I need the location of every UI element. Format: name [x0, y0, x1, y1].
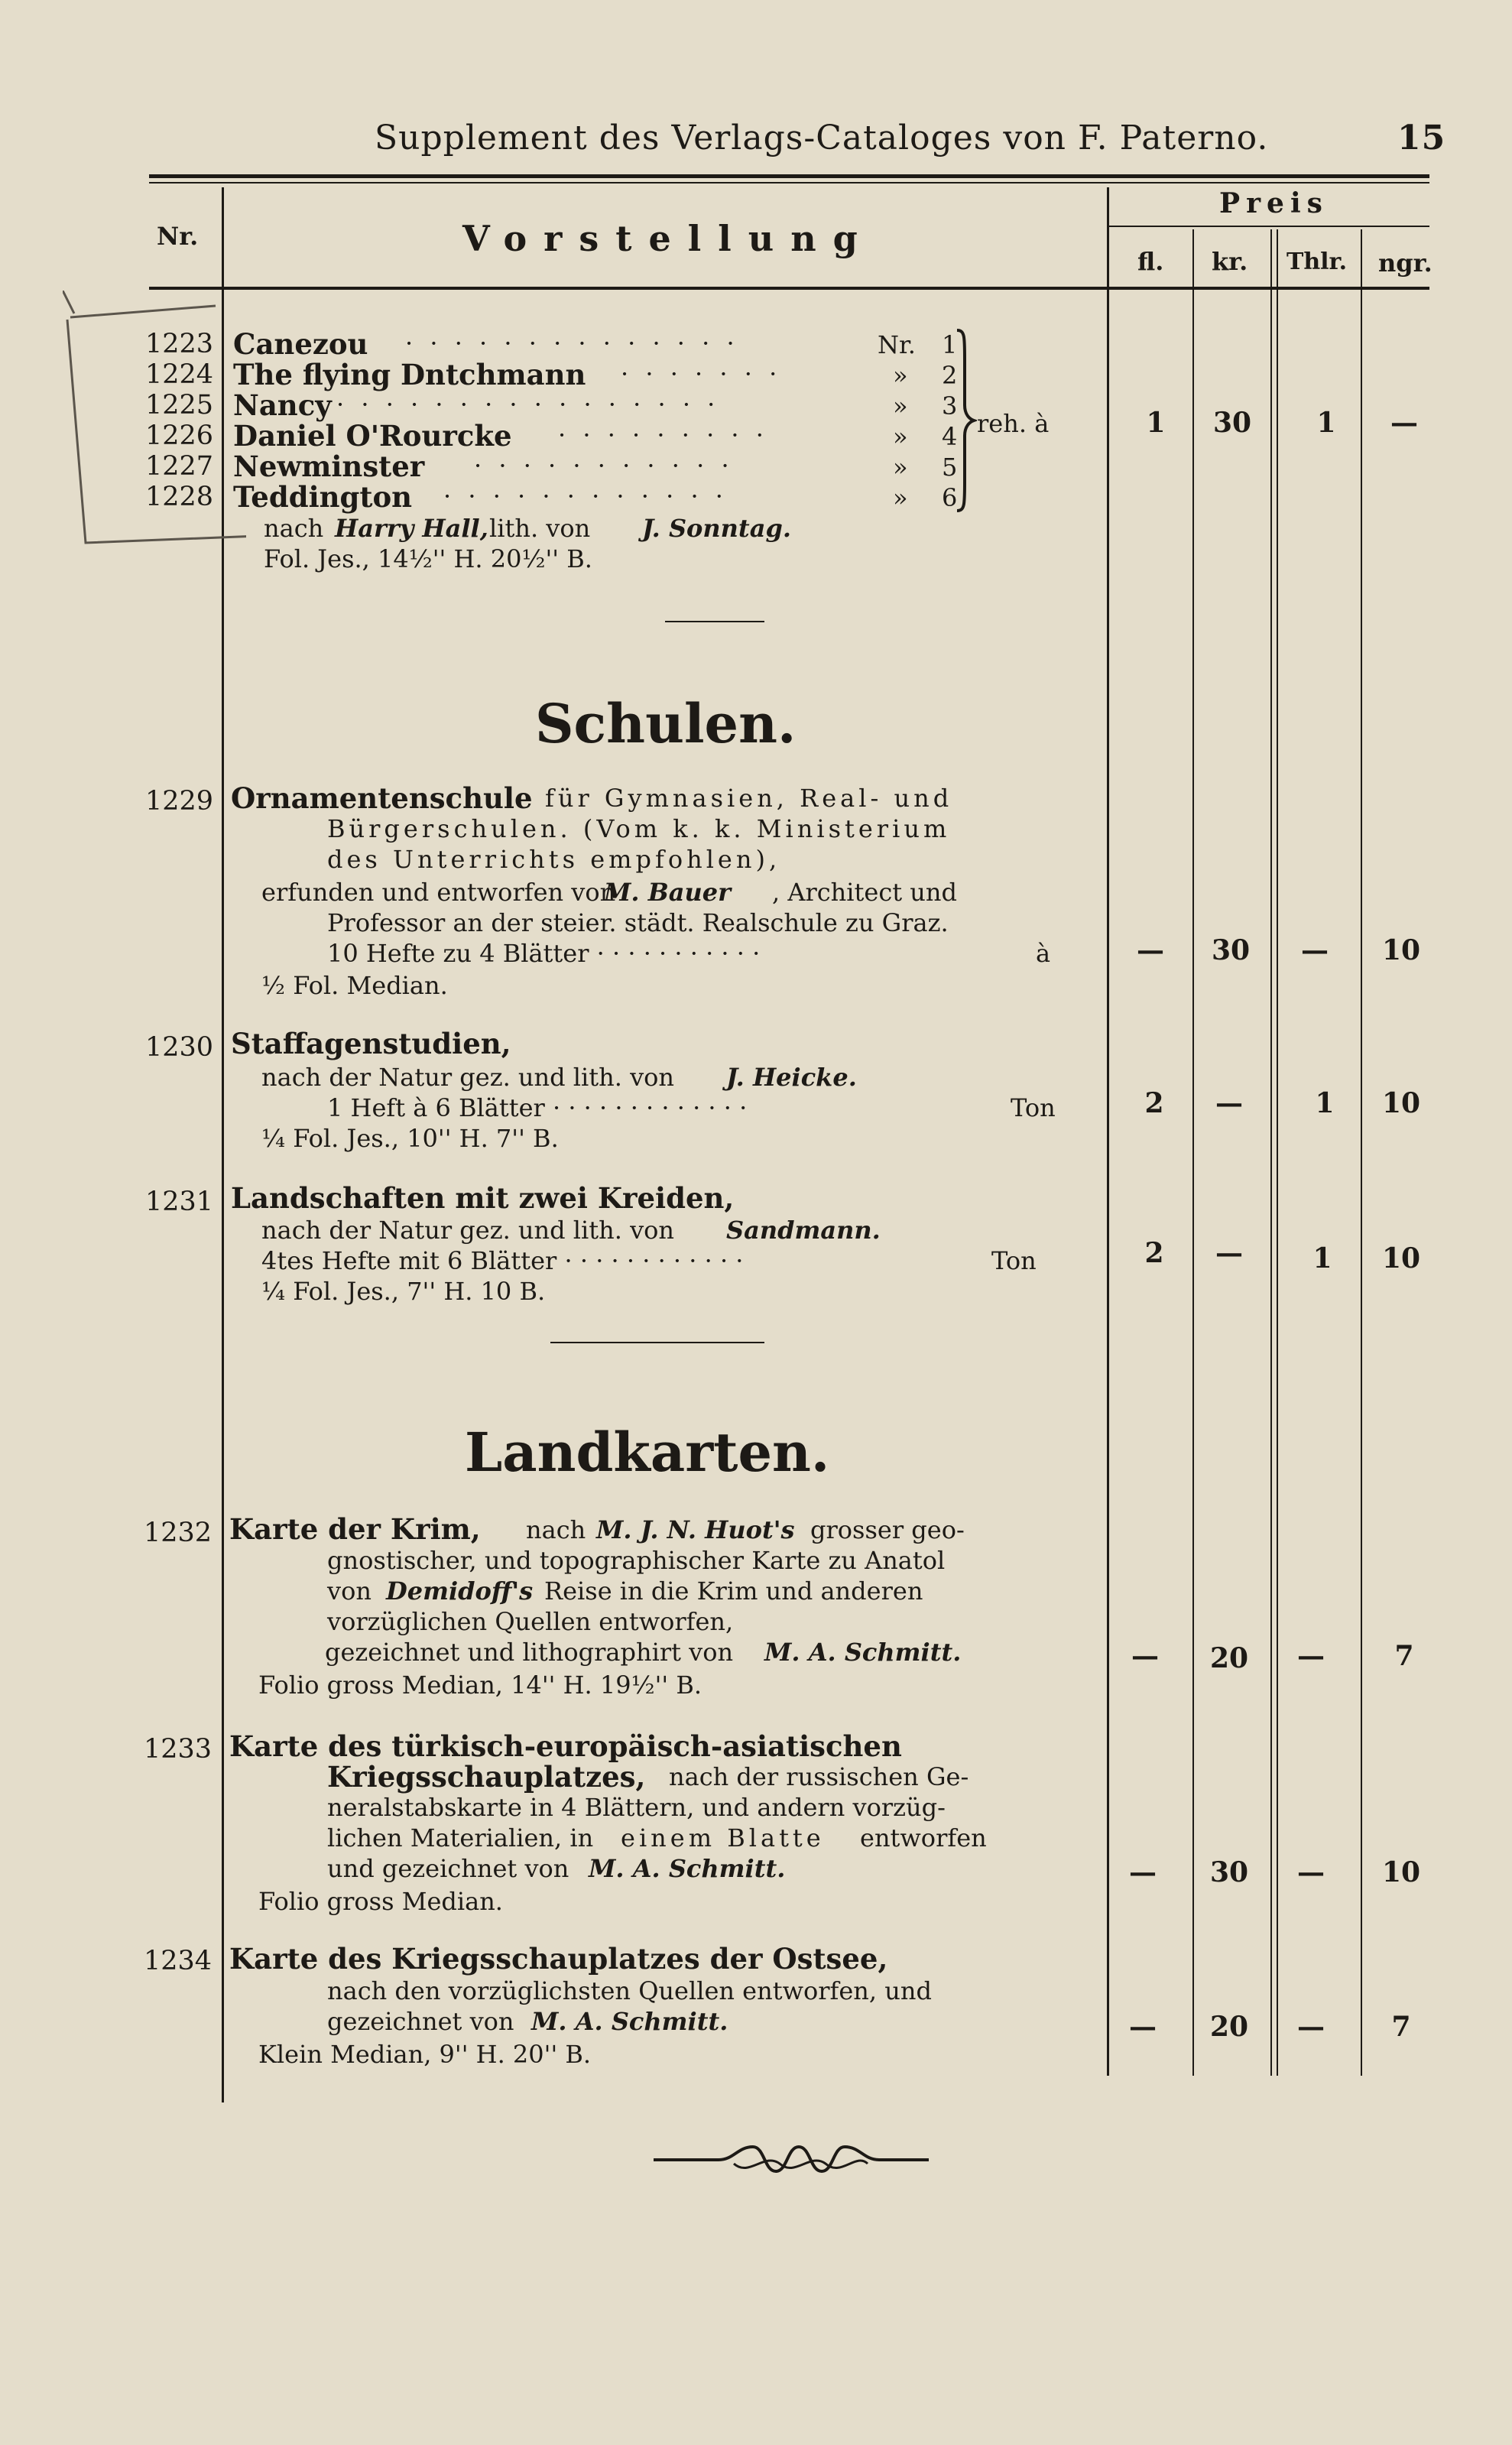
price-ngr: — [1390, 407, 1418, 439]
entry-number: 1224 [145, 359, 214, 390]
entry-number: 1225 [145, 390, 214, 420]
price-ngr: 10 [1381, 1087, 1421, 1119]
price-kr: 30 [1209, 1856, 1249, 1888]
price-thlr: — [1297, 1640, 1325, 1672]
entry-title: The flying Dntchmann [233, 358, 586, 391]
entry-subnumber: 2 [942, 361, 958, 390]
leader-dots: · · · · · · · · · · · [474, 451, 734, 480]
col-head-fl: fl. [1137, 247, 1164, 276]
col-head-vorstellung: Vorstellung [462, 218, 874, 259]
leader-dots: · · · · · · · · · [558, 420, 768, 450]
entry-title: Karte der Krim, [229, 1512, 481, 1546]
entry-subnumber: 6 [942, 483, 958, 512]
price-kr: — [1215, 1087, 1243, 1119]
entry-text: nach der Natur gez. und lith. von [261, 1063, 675, 1092]
entry-title: Canezou [233, 327, 368, 361]
entry-text: erfunden und entworfen von [261, 878, 616, 907]
col-rule-ngr [1361, 229, 1362, 2076]
format-line: ¼ Fol. Jes., 10'' H. 7'' B. [261, 1124, 559, 1153]
entry-text: des Unterrichts empfohlen), [327, 845, 781, 874]
leader-dots: · · · · · · · · · · · · · · [405, 329, 739, 358]
entry-text: nach den vorzüglichsten Quellen entworfen, und [327, 1976, 932, 2005]
entry-mark: » [893, 422, 908, 451]
entry-title: Ornamentenschule [231, 781, 533, 815]
entry-text: nach [526, 1515, 586, 1544]
separator-rule [665, 621, 764, 622]
header-rule-bottom [149, 287, 1429, 290]
entry-subnumber: 5 [942, 453, 958, 482]
col-head-kr: kr. [1212, 247, 1248, 276]
entry-text: einem Blatte [621, 1823, 825, 1852]
entry-text: nach der russischen Ge- [669, 1762, 969, 1791]
entry-number: 1228 [145, 482, 214, 512]
leader-dots: · · · · · · · · · · · · · · · · [336, 390, 720, 419]
price-fl: — [1129, 1856, 1157, 1888]
entry-number: 1234 [144, 1946, 213, 1976]
entry-text: , Architect und [772, 878, 957, 907]
preis-subrule [1107, 226, 1429, 227]
price-thlr: — [1297, 2011, 1325, 2043]
format-line: Fol. Jes., 14½'' H. 20½'' B. [264, 544, 592, 573]
entry-text: gezeichnet und lithographirt von [325, 1638, 734, 1667]
brace [954, 329, 977, 512]
entry-text: Professor an der steier. städt. Realschule zu Graz. [327, 908, 949, 937]
price-kr: 30 [1212, 407, 1252, 439]
col-rule-kr [1192, 229, 1194, 2076]
author-name: M. A. Schmitt. [531, 2007, 728, 2036]
price-kr: 30 [1211, 934, 1251, 966]
entry-mark: » [893, 483, 908, 512]
entry-text: gnostischer, und topographischer Karte zu Anatol [327, 1546, 946, 1575]
tailpiece-ornament [650, 2133, 933, 2187]
entry-title: Kriegsschauplatzes, [327, 1760, 646, 1794]
entry-text: lichen Materialien, in [327, 1823, 594, 1852]
entry-number: 1227 [145, 451, 214, 482]
entry-title: Nancy [233, 388, 332, 422]
entry-number: 1232 [144, 1518, 213, 1548]
entry-mark: » [893, 391, 908, 420]
col-rule-thlr-b [1277, 229, 1278, 2076]
price-ngr: 10 [1381, 934, 1421, 966]
format-line: Klein Median, 9'' H. 20'' B. [258, 2040, 592, 2069]
price-fl: — [1131, 1640, 1159, 1672]
entry-mark: » [893, 453, 908, 482]
entry-text: Reise in die Krim und anderen [544, 1576, 923, 1606]
author-name: M. J. N. Huot's [596, 1515, 795, 1544]
entry-text: vorzüglichen Quellen entworfen, [327, 1607, 734, 1636]
author-name: M. A. Schmitt. [589, 1854, 786, 1883]
entry-text: und gezeichnet von [327, 1854, 569, 1883]
price-ngr: 7 [1394, 1640, 1414, 1672]
price-fl: — [1129, 2011, 1157, 2043]
note-mid: lith. von [489, 514, 591, 543]
price-ngr: 10 [1381, 1242, 1421, 1274]
entry-text: gezeichnet von [327, 2007, 514, 2036]
entry-title: Teddington [233, 480, 413, 514]
entry-text: 4tes Hefte mit 6 Blätter · · · · · · · · · · · · [261, 1246, 744, 1275]
col-head-preis: Preis [1219, 187, 1329, 219]
entry-text: 10 Hefte zu 4 Blätter · · · · · · · · · · · [327, 939, 761, 968]
price-ngr: 7 [1391, 2011, 1411, 2043]
entry-subnumber: 1 [942, 330, 958, 359]
running-header: Supplement des Verlags-Cataloges von F. Paterno. [375, 119, 1269, 157]
author-name: J. Heicke. [726, 1063, 857, 1092]
price-thlr: — [1297, 1856, 1325, 1888]
price-fl: 2 [1144, 1087, 1164, 1119]
price-fl: 2 [1144, 1237, 1164, 1269]
format-line: Folio gross Median, 14'' H. 19½'' B. [258, 1671, 702, 1700]
entry-number: 1231 [145, 1187, 214, 1217]
col-rule-thlr-a [1270, 229, 1272, 2076]
price-kr: 20 [1209, 1642, 1249, 1674]
entry-number: 1226 [145, 420, 214, 451]
page-number: 15 [1397, 119, 1446, 157]
col-head-nr: Nr. [157, 222, 199, 251]
entry-text: entworfen [860, 1823, 987, 1852]
price-unit-label: Ton [991, 1246, 1037, 1275]
price-thlr: 1 [1315, 1087, 1335, 1119]
price-kr: — [1215, 1237, 1243, 1269]
note-prefix: nach [264, 514, 324, 543]
author-name: Demidoff's [386, 1576, 534, 1606]
price-unit-label: à [1036, 939, 1051, 968]
entry-text: grosser geo- [810, 1515, 965, 1544]
col-rule-fl [1107, 187, 1109, 2076]
price-ngr: 10 [1381, 1856, 1421, 1888]
entry-mark: Nr. [878, 330, 916, 359]
price-thlr: 1 [1316, 407, 1336, 439]
price-unit-label: reh. à [977, 409, 1050, 438]
author-name: M. Bauer [604, 878, 731, 907]
format-line: ¼ Fol. Jes., 7'' H. 10 B. [261, 1277, 546, 1306]
entry-number: 1230 [145, 1032, 214, 1063]
price-kr: 20 [1209, 2011, 1249, 2043]
entry-number: 1233 [144, 1734, 213, 1765]
section-heading-landkarten: Landkarten. [465, 1421, 830, 1484]
header-rule-top-2 [149, 182, 1429, 183]
col-head-ngr: ngr. [1378, 248, 1433, 278]
price-fl: 1 [1146, 407, 1166, 439]
entry-text: von [327, 1576, 372, 1606]
entry-title: Newminster [233, 450, 425, 483]
header-rule-top [149, 174, 1429, 178]
format-line: ½ Fol. Median. [261, 971, 448, 1000]
artist-name: Harry Hall, [335, 514, 488, 543]
lithographer-name: J. Sonntag. [642, 514, 791, 543]
entry-subnumber: 3 [942, 391, 958, 420]
entry-title: Landschaften mit zwei Kreiden, [231, 1181, 735, 1215]
entry-title: Karte des Kriegsschauplatzes der Ostsee, [229, 1942, 888, 1976]
entry-text: neralstabskarte in 4 Blättern, und andern vorzüg- [327, 1793, 946, 1822]
price-unit-label: Ton [1011, 1093, 1056, 1122]
format-line: Folio gross Median. [258, 1887, 503, 1916]
col-head-thlr: Thlr. [1286, 248, 1348, 275]
leader-dots: · · · · · · · · · · · · [443, 482, 728, 511]
leader-dots: · · · · · · · [621, 359, 782, 388]
section-heading-schulen: Schulen. [535, 692, 797, 755]
separator-rule [550, 1342, 764, 1343]
price-thlr: — [1301, 934, 1329, 966]
price-thlr: 1 [1312, 1242, 1332, 1274]
entry-number: 1223 [145, 329, 214, 359]
author-name: M. A. Schmitt. [764, 1638, 962, 1667]
entry-title: Daniel O'Rourcke [233, 419, 512, 453]
entry-title: Karte des türkisch-europäisch-asiatischen [229, 1729, 902, 1763]
author-name: Sandmann. [726, 1216, 881, 1245]
entry-text: für Gymnasien, Real- und [545, 784, 953, 813]
entry-title: Staffagenstudien, [231, 1027, 511, 1060]
price-fl: — [1137, 934, 1164, 966]
entry-mark: » [893, 361, 908, 390]
entry-number: 1229 [145, 786, 214, 817]
entry-subnumber: 4 [942, 422, 958, 451]
entry-text: Bürgerschulen. (Vom k. k. Ministerium [327, 814, 951, 843]
entry-text: 1 Heft à 6 Blätter · · · · · · · · · · · · · [327, 1093, 748, 1122]
entry-text: nach der Natur gez. und lith. von [261, 1216, 675, 1245]
